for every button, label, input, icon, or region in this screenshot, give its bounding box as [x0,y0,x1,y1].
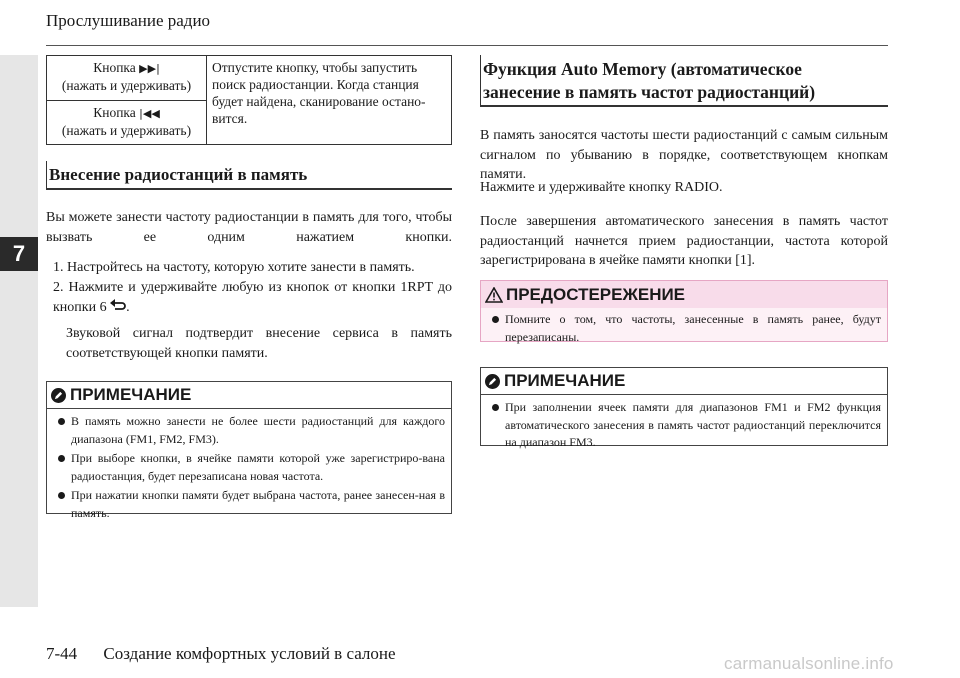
hold-label: (нажать и удерживать) [61,78,192,93]
caution-header [481,281,887,308]
fast-rewind-icon: |◀◀ [139,106,160,120]
page-footer [46,644,396,664]
note-item: При заполнении ячеек памяти для диапазонов FM1 и FM2 функция автоматического занесения в память частот радиостанций переключится на диапазон FM3. [491,399,881,452]
memory-step-2-end: . [126,299,130,315]
memory-step-1: 1. Настройтесь на частоту, которую хотите занести в память. [53,260,415,275]
auto-memory-radio-instruction: Нажмите и удерживайте кнопку RADIO. [480,180,723,195]
note-header [47,382,451,409]
memory-confirm: Звуковой сигнал подтвердит внесение сервиса в память соответствующей кнопки памяти. [66,326,452,361]
page-number: 7-44 [46,644,78,663]
button-table [46,55,452,145]
button-description: Отпустите кнопку, чтобы запустить поиск радиостанции. Когда станция будет найдена, сканирование остано-вится. [207,56,452,145]
auto-memory-title-line1: Функция Auto Memory (автоматическое [483,59,802,79]
button-cell-forward [47,56,207,101]
watermark[interactable]: carmanualsonline.info [724,654,894,673]
note-header [481,368,887,395]
warning-triangle-icon [485,287,503,303]
button-cell-rewind [47,100,207,145]
pencil-icon [485,374,500,389]
caution-item: Помните о том, что частоты, занесенные в память ранее, будут перезаписаны. [491,311,881,346]
caution-label: ПРЕДОСТЕРЕЖЕНИЕ [506,284,686,304]
back-arrow-icon [110,298,126,318]
button-label: Кнопка [93,104,136,120]
note-label: ПРИМЕЧАНИЕ [70,385,192,404]
header-rule [46,45,888,46]
pencil-icon [51,388,66,403]
page-header-title: Прослушивание радио [46,11,211,30]
chapter-tab[interactable]: 7 [0,237,38,271]
memory-intro: Вы можете занести частоту радиостанции в память для того, чтобы вызвать ее одним нажатием кнопки. [46,210,452,245]
fast-forward-icon: ▶▶| [139,62,160,75]
note-label: ПРИМЕЧАНИЕ [504,371,626,390]
side-strip [0,55,38,607]
section-title-auto-memory [480,55,888,107]
note-item: При выборе кнопки, в ячейке памяти которой уже зарегистриро-вана радиостанция, будет перезаписана новая частота. [57,450,445,485]
footer-section: Создание комфортных условий в салоне [103,644,396,663]
caution-box [480,280,888,342]
note-box-right [480,367,888,449]
auto-memory-para1: В память заносятся частоты шести радиостанций с самым сильным сигналом по убыванию в порядке, соответствующем кнопкам памяти. [480,128,888,182]
note-item: При нажатии кнопки памяти будет выбрана частота, ранее занесен-ная в память. [57,487,445,522]
button-label: Кнопка [93,60,136,75]
memory-step-2 [53,278,452,317]
auto-memory-title-line2: занесение в память частот радиостанций) [483,82,816,102]
section-title-memory: Внесение радиостанций в память [46,161,452,190]
hold-label: (нажать и удерживать) [61,122,192,138]
note-box-left [46,381,452,520]
auto-memory-para2: После завершения автоматического занесения в память частот радиостанций начнется прием радиостанции, частота которой зарегистрирована в ячейке памяти кнопки [1]. [480,214,888,268]
memory-step-2-text: 2. Нажмите и удерживайте любую из кнопок от кнопки 1RPT до кнопки 6 [53,280,452,315]
note-item: В память можно занести не более шести радиостанций для каждого диапазона (FM1, FM2, FM3). [57,413,445,448]
